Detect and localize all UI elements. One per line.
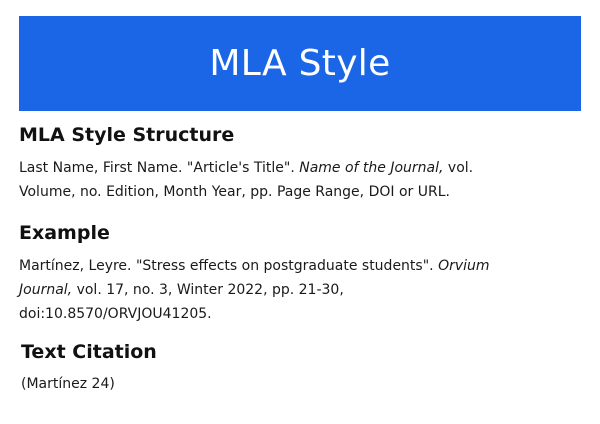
- structure-line-2: Volume, no. Edition, Month Year, pp. Page Range, DOI or URL.: [19, 184, 450, 200]
- example-line-2: [19, 278, 579, 302]
- structure-line-1: [19, 156, 579, 180]
- example-heading: Example: [19, 222, 110, 244]
- structure-heading: MLA Style Structure: [19, 124, 235, 146]
- example-line-1-part-a: Martínez, Leyre. "Stress effects on postgraduate students".: [19, 258, 439, 274]
- structure-line-1-part-b: vol.: [443, 160, 474, 176]
- example-line-1: [19, 254, 579, 278]
- journal-name-placeholder: Name of the Journal,: [299, 160, 444, 176]
- example-journal-name-part-2: Journal,: [19, 282, 73, 298]
- citation-heading: Text Citation: [21, 341, 157, 363]
- structure-text: [19, 156, 579, 204]
- example-line-2-part-b: vol. 17, no. 3, Winter 2022, pp. 21-30,: [72, 282, 344, 298]
- structure-line-1-part-a: Last Name, First Name. "Article's Title".: [19, 160, 300, 176]
- banner-title: MLA Style: [209, 43, 391, 84]
- example-text: [19, 254, 579, 326]
- title-banner: [19, 16, 581, 111]
- example-line-3: doi:10.8570/ORVJOU41205.: [19, 306, 212, 322]
- example-journal-name-part-1: Orvium: [438, 258, 490, 274]
- citation-text: (Martínez 24): [21, 376, 115, 392]
